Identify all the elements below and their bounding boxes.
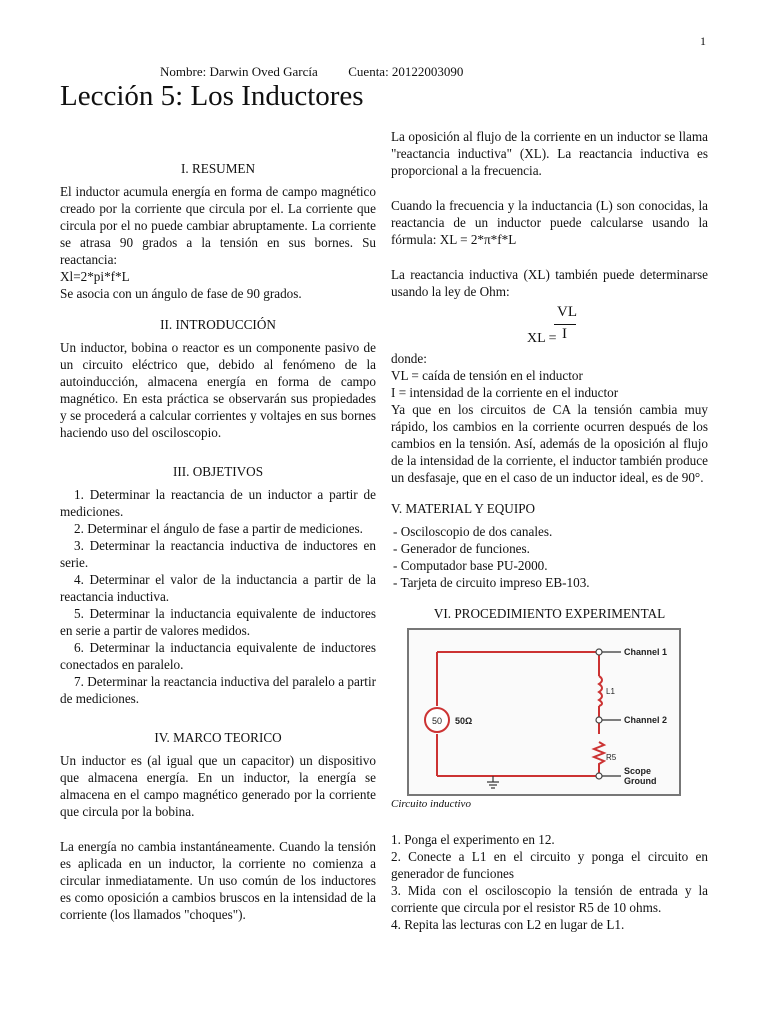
ground-icon <box>487 776 499 788</box>
section-procedimiento-heading: VI. PROCEDIMIENTO EXPERIMENTAL <box>433 606 666 621</box>
definition-vl: VL = caída de tensión en el inductor <box>391 368 583 383</box>
ohm-formula <box>391 300 708 350</box>
page-title: Lección 5: Los Inductores <box>60 80 364 112</box>
section-objetivos-heading: III. OBJETIVOS <box>172 464 264 479</box>
objetivo-item: 5. Determinar la inductancia equivalente de inductores en serie a partir de valores medidos. <box>60 606 376 638</box>
objetivo-item: 7. Determinar la reactancia inductiva del paralelo a partir de mediciones. <box>60 674 376 706</box>
section-material-heading: V. MATERIAL Y EQUIPO <box>391 501 536 516</box>
procedimiento-step: 1. Ponga el experimento en 12. <box>391 832 555 847</box>
material-item: - Osciloscopio de dos canales. <box>393 524 553 539</box>
formula-numerator: VL <box>557 304 577 320</box>
channel1-label: Channel 1 <box>624 647 668 657</box>
node-channel2 <box>596 717 602 723</box>
fraction-bar <box>554 324 576 325</box>
resumen-paragraph: El inductor acumula energía en forma de campo magnético creado por la corriente que circula por el. La corriente que circula por el no puede cambiar abruptamente. La corriente se atrasa 90 grados a la tensión en sus bornes. Su reactancia: <box>60 184 376 267</box>
marco-paragraph: Un inductor es (al igual que un capacitor) un dispositivo que almacena energía. En un inductor, la energía se almacena en el campo magnético generado por la corriente que circula por la bobina. <box>60 753 376 819</box>
objetivo-item: 1. Determinar la reactancia de un inductor a partir de mediciones. <box>60 487 376 519</box>
inductor-coil <box>599 676 602 706</box>
section-marco-heading: IV. MARCO TEORICO <box>154 730 282 745</box>
procedimiento-step: 3. Mida con el osciloscopio la tensión de entrada y la corriente que circula por el resistor R5 de 10 ohms. <box>391 883 708 915</box>
marco-paragraph-2: La energía no cambia instantáneamente. Cuando la tensión es aplicada en un inductor, la corriente no comienza a circular inmediatamente. Un uso común de los inductores es como oposición a cambios bruscos en la intensidad de la corriente (los llamados "choques"). <box>60 839 376 922</box>
circuit-schematic <box>409 630 679 794</box>
donde-label: donde: <box>391 351 427 366</box>
objetivo-item: 3. Determinar la reactancia inductiva de inductores en serie. <box>60 538 376 570</box>
source-label: 50Ω <box>455 716 473 726</box>
introduccion-paragraph: Un inductor, bobina o reactor es un componente pasivo de un circuito eléctrico que, debido al fenómeno de la autoinducción, almacena energía en forma de campo magnético. En esta práctica se observarán sus propiedades y se procederá a calcular corrientes y voltajes en sus bornes haciendo uso del osciloscopio. <box>60 340 376 440</box>
material-item: - Tarjeta de circuito impreso EB-103. <box>393 575 590 590</box>
channel2-label: Channel 2 <box>624 715 668 725</box>
material-item: - Generador de funciones. <box>393 541 530 556</box>
inductor-label: L1 <box>606 687 615 696</box>
material-item: - Computador base PU-2000. <box>393 558 548 573</box>
formula-paragraph: Cuando la frecuencia y la inductancia (L) son conocidas, la reactancia de un inductor puede calcularse usando la fórmula: XL = 2*π*f*L <box>391 198 708 247</box>
resumen-paragraph-2: Se asocia con un ángulo de fase de 90 grados. <box>60 286 302 301</box>
node-channel1 <box>596 649 602 655</box>
objetivo-item: 4. Determinar el valor de la inductancia a partir de la reactancia inductiva. <box>60 572 376 604</box>
resumen-formula: Xl=2*pi*f*L <box>60 269 130 284</box>
objetivo-item: 6. Determinar la inductancia equivalente de inductores conectados en paralelo. <box>60 640 376 672</box>
procedimiento-step: 4. Repita las lecturas con L2 en lugar de L1. <box>391 917 625 932</box>
author-name: Nombre: Darwin Oved García <box>160 64 318 79</box>
desfasaje-paragraph: Ya que en los circuitos de CA la tensión cambia muy rápido, los cambios en la corriente ocurren después de los cambios en la tensión. Así, además de la oposición al flujo de la intensidad de la corriente, el inductor también produce un desfasaje, que en el caso de un inductor ideal, es de 90°. <box>391 402 708 485</box>
section-resumen-heading: I. RESUMEN <box>181 161 255 176</box>
scope-label: Scope <box>624 766 652 776</box>
author-line <box>160 64 463 80</box>
node-ground <box>596 773 602 779</box>
objetivo-item: 2. Determinar el ángulo de fase a partir de mediciones. <box>74 521 363 536</box>
resistor-zigzag <box>594 742 604 766</box>
procedimiento-step: 2. Conecte a L1 en el circuito y ponga el circuito en generador de funciones <box>391 849 708 881</box>
definition-i: I = intensidad de la corriente en el inductor <box>391 385 619 400</box>
source-symbol: 50 <box>431 716 443 726</box>
circuit-diagram <box>407 628 681 796</box>
account-number: Cuenta: 20122003090 <box>348 64 464 79</box>
right-column <box>391 128 708 933</box>
resistor-label: R5 <box>606 753 617 762</box>
ground-label: Ground <box>624 776 657 786</box>
left-column <box>60 160 376 923</box>
circuit-caption: Circuito inductivo <box>391 798 471 810</box>
reactancia-paragraph: La oposición al flujo de la corriente en un inductor se llama "reactancia inductiva" (XL). La reactancia inductiva es proporcional a la frecuencia. <box>391 129 708 178</box>
formula-denominator: I <box>562 326 567 342</box>
ohm-paragraph: La reactancia inductiva (XL) también puede determinarse usando la ley de Ohm: <box>391 267 708 299</box>
page-number: 1 <box>700 34 706 48</box>
section-introduccion-heading: II. INTRODUCCIÓN <box>160 317 276 332</box>
formula-lhs: XL = <box>527 331 557 346</box>
